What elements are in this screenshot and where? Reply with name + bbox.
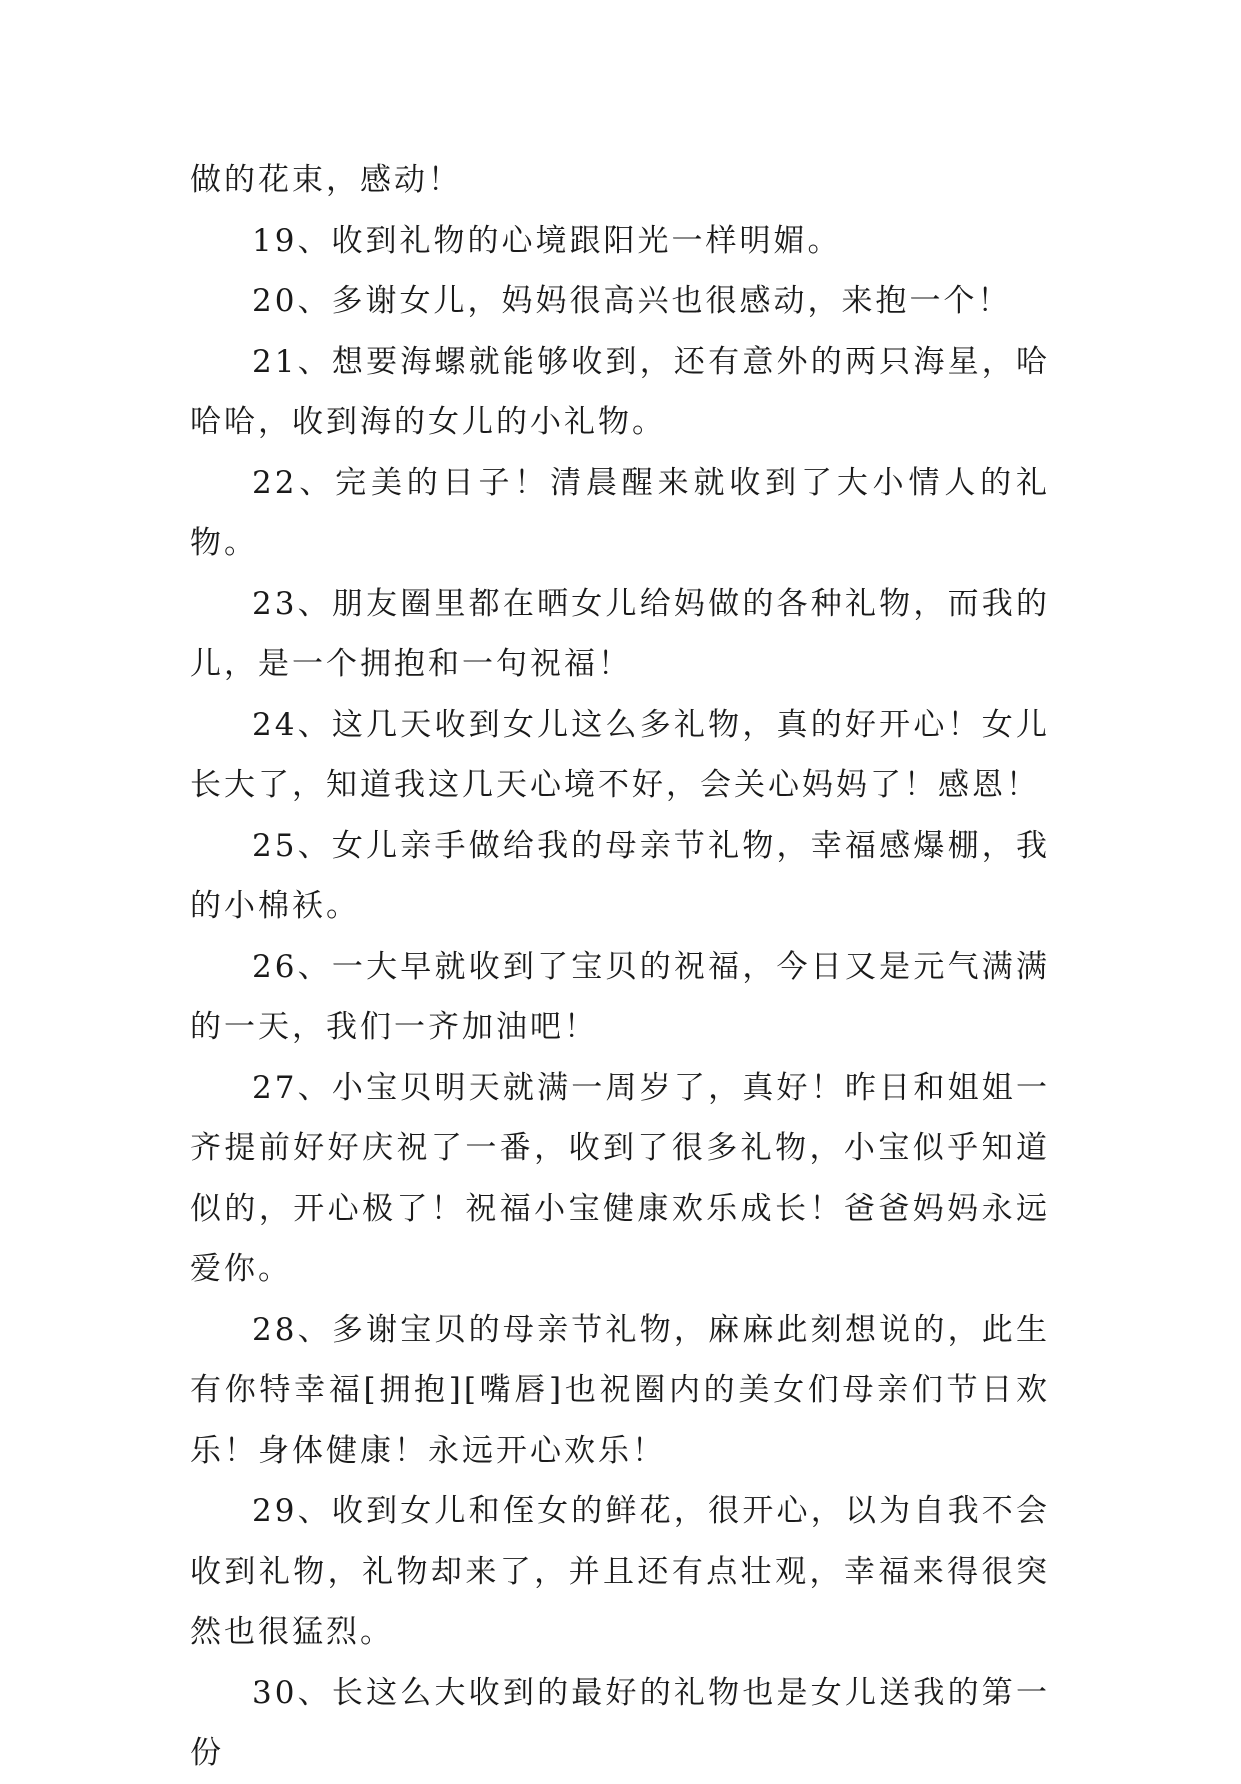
paragraph-item-30: 30、长这么大收到的最好的礼物也是女儿送我的第一份 — [190, 1674, 1050, 1771]
paragraph-item-20: 20、多谢女儿，妈妈很高兴也很感动，来抱一个！ — [252, 283, 1012, 319]
paragraph-continuation: 做的花束，感动！ — [190, 162, 462, 198]
paragraph-item-28: 28、多谢宝贝的母亲节礼物，麻麻此刻想说的，此生有你特幸福[拥抱][嘴唇]也祝圈内的美女们母亲们节日欢乐！身体健康！永远开心欢乐！ — [190, 1311, 1050, 1469]
paragraph-item-23: 23、朋友圈里都在晒女儿给妈做的各种礼物，而我的儿，是一个拥抱和一句祝福！ — [190, 585, 1050, 682]
paragraph-item-29: 29、收到女儿和侄女的鲜花，很开心，以为自我不会收到礼物，礼物却来了，并且还有点壮观，幸福来得很突然也很猛烈。 — [190, 1493, 1050, 1650]
paragraph-item-21: 21、想要海螺就能够收到，还有意外的两只海星，哈哈哈，收到海的女儿的小礼物。 — [190, 343, 1050, 440]
paragraph-item-19: 19、收到礼物的心境跟阳光一样明媚。 — [252, 222, 842, 259]
paragraph-item-24: 24、这几天收到女儿这么多礼物，真的好开心！女儿长大了，知道我这几天心境不好，会关心妈妈了！感恩！ — [190, 706, 1050, 803]
paragraph-item-22: 22、完美的日子！清晨醒来就收到了大小情人的礼物。 — [190, 464, 1050, 561]
paragraph-item-26: 26、一大早就收到了宝贝的祝福，今日又是元气满满的一天，我们一齐加油吧！ — [190, 948, 1050, 1045]
paragraph-item-27: 27、小宝贝明天就满一周岁了，真好！昨日和姐姐一齐提前好好庆祝了一番，收到了很多礼物，小宝似乎知道似的，开心极了！祝福小宝健康欢乐成长！爸爸妈妈永远爱你。 — [190, 1069, 1050, 1287]
paragraph-item-25: 25、女儿亲手做给我的母亲节礼物，幸福感爆棚，我的小棉袄。 — [190, 827, 1050, 924]
document-body — [190, 150, 1050, 1784]
